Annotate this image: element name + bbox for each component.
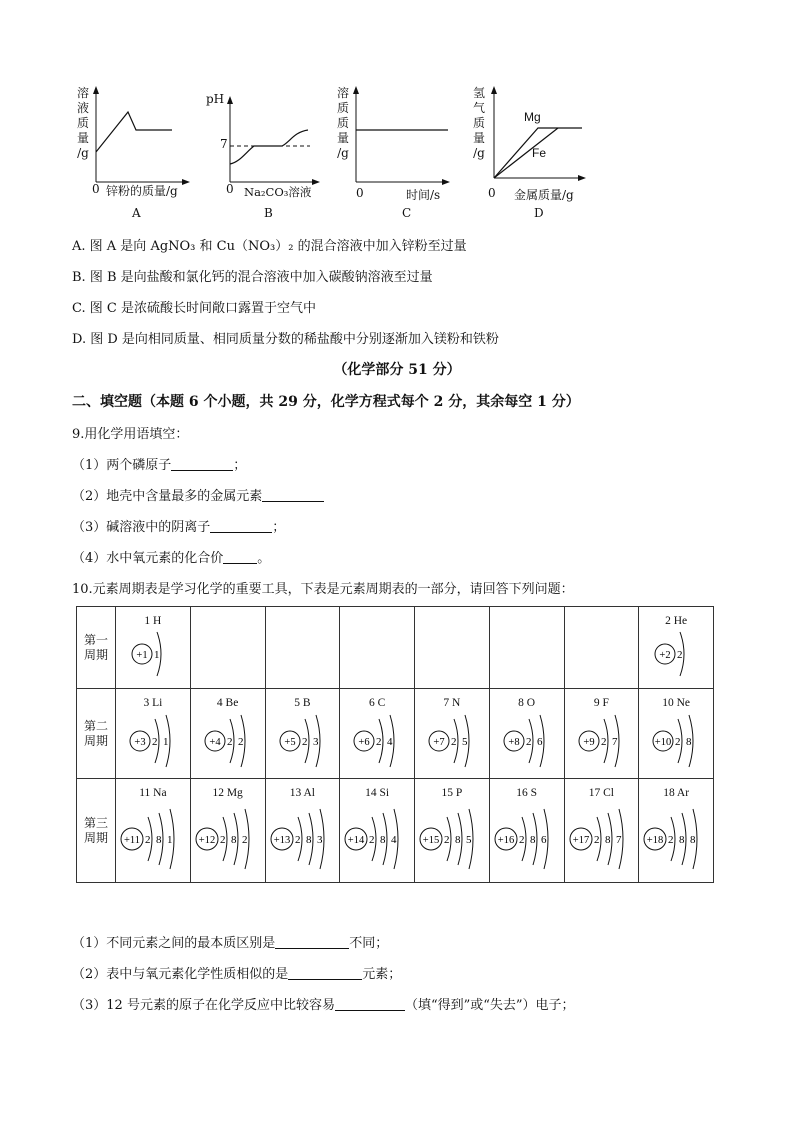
electron-count: 8 — [604, 834, 610, 846]
atom-structure-diagram — [490, 779, 564, 879]
element-cell — [489, 689, 564, 779]
nucleus-charge: +17 — [572, 835, 589, 846]
graph-d-plot — [470, 82, 590, 182]
graph-c-ylabel: 溶 质 质 量 /g — [336, 86, 349, 160]
option-c: C. 图 C 是浓硫酸长时间敞口露置于空气中 — [72, 301, 316, 316]
electron-count: 2 — [145, 834, 151, 846]
element-cell — [265, 689, 340, 779]
q10-subq-3: （3）12 号元素的原子在化学反应中比较容易 （填“得到”或“失去”）电子； — [72, 998, 575, 1013]
graph-a-letter: A — [132, 206, 141, 220]
element-cell — [415, 779, 490, 883]
q10-subq-2: （2）表中与氧元素化学性质相似的是 元素； — [72, 967, 402, 982]
answer-blank[interactable] — [288, 965, 362, 980]
graph-c — [334, 82, 454, 222]
nucleus-charge: +12 — [198, 835, 215, 846]
electron-count: 2 — [376, 736, 382, 748]
element-cell — [190, 607, 265, 689]
answer-blank[interactable] — [275, 934, 349, 949]
period-row-2 — [77, 689, 714, 779]
electron-count: 8 — [679, 834, 685, 846]
electron-count: 2 — [152, 736, 158, 748]
electron-count: 7 — [611, 736, 617, 748]
nucleus-charge: +10 — [655, 737, 672, 748]
graph-b-ylabel: pH — [206, 92, 225, 106]
element-label: 16 S — [516, 787, 538, 799]
element-label: 7 N — [443, 697, 461, 709]
electron-count: 8 — [156, 834, 162, 846]
graph-b-xlabel: Na₂CO₃溶液 — [244, 185, 312, 199]
nucleus-charge: +4 — [209, 737, 221, 748]
element-cell — [639, 689, 714, 779]
nucleus-charge: +18 — [647, 835, 664, 846]
element-cell — [415, 689, 490, 779]
q9-item-4: （4）水中氧元素的化合价 。 — [72, 551, 271, 566]
nucleus-charge: +8 — [508, 737, 520, 748]
graph-d-series-mg: Mg — [524, 110, 541, 124]
graph-c-origin: 0 — [356, 186, 364, 200]
graph-b-plot — [204, 82, 324, 182]
nucleus-charge: +5 — [283, 737, 296, 748]
electron-count: 8 — [686, 736, 692, 748]
electron-count: 8 — [230, 834, 237, 846]
element-label: 2 He — [665, 615, 688, 627]
electron-count: 8 — [305, 834, 311, 846]
element-label: 10 Ne — [662, 697, 691, 709]
q9-item-3: （3）碱溶液中的阴离子 ； — [72, 520, 286, 535]
element-cell — [564, 779, 639, 883]
nucleus-charge: +6 — [358, 737, 370, 748]
electron-count: 6 — [540, 834, 547, 846]
element-cell — [489, 607, 564, 689]
option-d: D. 图 D 是向相同质量、相同质量分数的稀盐酸中分别逐渐加入镁粉和铁粉 — [72, 332, 499, 347]
electron-count: 6 — [536, 736, 543, 748]
element-label: 8 O — [518, 697, 536, 709]
graph-b-letter: B — [264, 206, 273, 220]
q9-item-1: （1）两个磷原子 ； — [72, 458, 247, 473]
option-b: B. 图 B 是向盐酸和氯化钙的混合溶液中加入碳酸钠溶液至过量 — [72, 270, 433, 285]
element-label: 11 Na — [139, 787, 167, 799]
atom-structure-diagram — [340, 779, 414, 879]
nucleus-charge: +9 — [582, 737, 595, 748]
answer-blank[interactable] — [262, 487, 324, 502]
element-label: 4 Be — [216, 697, 239, 709]
element-label: 17 Cl — [588, 787, 614, 799]
element-cell — [639, 607, 714, 689]
electron-count: 2 — [593, 834, 599, 846]
element-cell — [489, 779, 564, 883]
electron-count: 2 — [226, 736, 233, 748]
element-cell — [415, 607, 490, 689]
atom-structure-diagram — [565, 689, 639, 789]
element-cell — [116, 689, 191, 779]
graph-d-letter: D — [534, 206, 544, 220]
element-cell — [190, 779, 265, 883]
electron-count: 5 — [462, 736, 468, 748]
graph-a-origin: 0 — [92, 182, 100, 196]
atom-structure-diagram — [415, 779, 489, 879]
electron-count: 4 — [391, 834, 397, 846]
nucleus-charge: +16 — [497, 835, 514, 846]
element-cell — [265, 607, 340, 689]
electron-count: 1 — [154, 649, 160, 661]
element-cell — [265, 779, 340, 883]
electron-count: 2 — [301, 736, 307, 748]
period-label: 第一 周期 — [77, 607, 116, 689]
electron-count: 2 — [369, 834, 375, 846]
element-label: 14 Si — [365, 787, 390, 799]
graph-a-plot — [72, 82, 192, 182]
answer-blank[interactable] — [335, 996, 405, 1011]
atom-structure-diagram — [116, 689, 190, 789]
atom-structure-diagram — [639, 689, 713, 789]
graph-c-letter: C — [402, 206, 412, 220]
atom-structure-diagram — [266, 689, 340, 789]
graph-b — [204, 82, 324, 222]
graph-d-xlabel: 金属质量/g — [514, 188, 574, 202]
electron-count: 8 — [455, 834, 461, 846]
element-label: 1 H — [144, 615, 162, 627]
graph-c-xlabel: 时间/s — [406, 188, 441, 202]
atom-structure-diagram — [415, 689, 489, 789]
graph-d-series-fe: Fe — [532, 146, 547, 160]
nucleus-charge: +3 — [134, 737, 146, 748]
atom-structure-diagram — [565, 779, 639, 879]
electron-count: 2 — [518, 834, 525, 846]
graph-a — [72, 82, 192, 222]
nucleus-charge: +13 — [273, 835, 290, 846]
q10-stem: 10.元素周期表是学习化学的重要工具，下表是元素周期表的一部分，请回答下列问题： — [72, 582, 574, 597]
electron-count: 8 — [690, 834, 696, 846]
electron-count: 2 — [294, 834, 300, 846]
q9-stem: 9.用化学用语填空： — [72, 427, 189, 442]
electron-count: 7 — [615, 834, 621, 846]
nucleus-charge: +2 — [659, 650, 671, 661]
element-cell — [340, 607, 415, 689]
electron-count: 2 — [237, 736, 244, 748]
periodic-table — [76, 606, 714, 883]
section-heading: 二、填空题（本题 6 个小题，共 29 分，化学方程式每个 2 分，其余每空 1 分） — [72, 394, 580, 410]
electron-count: 2 — [219, 834, 226, 846]
period-row-3 — [77, 779, 714, 883]
element-cell — [564, 607, 639, 689]
element-cell — [190, 689, 265, 779]
electron-count: 2 — [444, 834, 450, 846]
electron-count: 1 — [163, 736, 169, 748]
element-label: 9 F — [593, 697, 609, 709]
atom-structure-diagram — [116, 779, 190, 879]
element-cell — [116, 779, 191, 883]
atom-structure-diagram — [340, 689, 414, 789]
electron-count: 2 — [241, 834, 248, 846]
element-label: 5 B — [294, 697, 311, 709]
element-cell — [116, 607, 191, 689]
graph-b-origin: 0 — [226, 182, 234, 196]
nucleus-charge: +7 — [433, 737, 445, 748]
graph-a-xlabel: 锌粉的质量/g — [106, 184, 178, 198]
electron-count: 4 — [387, 736, 393, 748]
electron-count: 3 — [312, 736, 318, 748]
element-label: 3 Li — [143, 697, 163, 709]
electron-count: 5 — [466, 834, 472, 846]
graph-a-ylabel: 溶 液 质 量 /g — [76, 86, 89, 160]
electron-count: 1 — [167, 834, 173, 846]
atom-structure-diagram — [191, 689, 265, 789]
element-label: 6 C — [368, 697, 386, 709]
atom-structure-diagram — [191, 779, 265, 879]
q9-item-2: （2）地壳中含量最多的金属元素 — [72, 485, 324, 504]
answer-blank[interactable] — [210, 518, 272, 533]
electron-count: 2 — [675, 736, 681, 748]
element-cell — [639, 779, 714, 883]
atom-structure-diagram — [639, 779, 713, 879]
graph-d — [470, 82, 590, 222]
electron-count: 2 — [668, 834, 674, 846]
element-label: 15 P — [441, 787, 463, 799]
atom-structure-diagram — [266, 779, 340, 879]
section-title: （化学部分 51 分） — [333, 362, 461, 378]
period-label: 第三 周期 — [77, 779, 116, 883]
graph-d-origin: 0 — [488, 186, 496, 200]
answer-blank[interactable] — [171, 456, 233, 471]
q10-subq-1: （1）不同元素之间的最本质区别是 不同； — [72, 936, 389, 951]
element-cell — [340, 779, 415, 883]
option-a: A. 图 A 是向 AgNO₃ 和 Cu（NO₃）₂ 的混合溶液中加入锌粉至过量 — [72, 239, 467, 254]
period-row-1 — [77, 607, 714, 689]
period-label: 第二 周期 — [77, 689, 116, 779]
element-label: 18 Ar — [663, 787, 690, 799]
element-cell — [340, 689, 415, 779]
electron-count: 2 — [525, 736, 532, 748]
electron-count: 2 — [600, 736, 606, 748]
answer-blank[interactable] — [223, 549, 257, 564]
nucleus-charge: +11 — [123, 835, 141, 846]
nucleus-charge: +15 — [422, 835, 440, 846]
electron-count: 8 — [529, 834, 536, 846]
electron-count: 8 — [380, 834, 386, 846]
electron-count: 2 — [451, 736, 457, 748]
element-cell — [564, 689, 639, 779]
atom-structure-diagram — [490, 689, 564, 789]
electron-count: 3 — [316, 834, 322, 846]
nucleus-charge: +14 — [348, 835, 365, 846]
graph-c-plot — [334, 82, 454, 182]
graph-b-ymark: 7 — [220, 137, 228, 151]
nucleus-charge: +1 — [136, 650, 148, 661]
element-label: 12 Mg — [212, 787, 243, 799]
graph-d-ylabel: 氢 气 质 量 /g — [472, 86, 485, 160]
electron-count: 2 — [677, 649, 683, 661]
element-label: 13 Al — [289, 787, 315, 799]
